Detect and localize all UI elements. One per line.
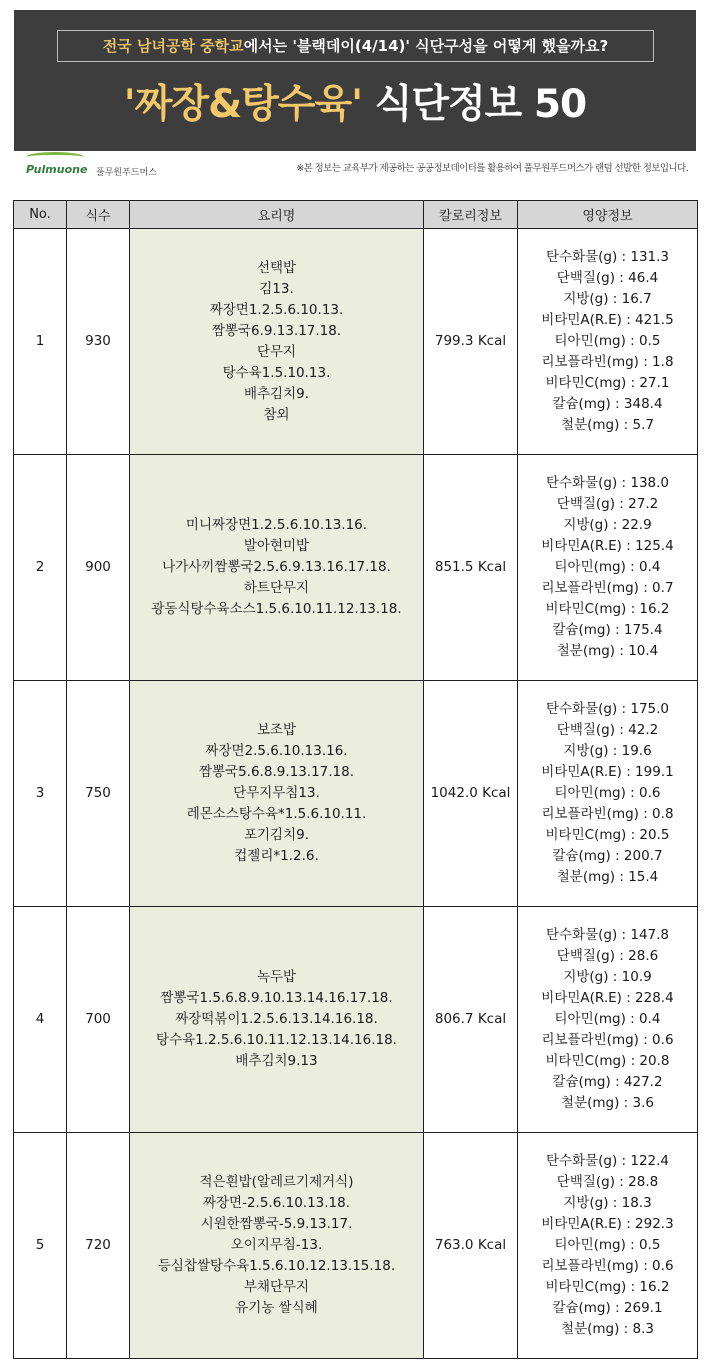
dish-item: 짜장면1.2.5.6.10.13. — [209, 301, 344, 318]
row-calories: 1042.0 Kcal — [424, 681, 518, 907]
table-row — [14, 229, 698, 455]
dish-item: 발아현미밥 — [243, 538, 310, 554]
table-header-row — [14, 201, 698, 229]
nutrition-item: 리보플라빈(mg) : 0.6 — [541, 1032, 674, 1048]
dish-item: 탕수육1.5.10.13. — [222, 364, 331, 381]
nutrition-item: 리보플라빈(mg) : 0.6 — [541, 1258, 674, 1274]
dish-item: 단무지무침13. — [233, 785, 320, 801]
row-dishes — [130, 1133, 424, 1359]
row-dishes — [130, 229, 424, 455]
nutrition-item: 칼슘(mg) : 175.4 — [552, 622, 663, 638]
nutrition-item: 티아민(mg) : 0.5 — [554, 1237, 661, 1253]
table-body — [14, 229, 698, 1359]
dish-item: 등심찹쌀탕수육1.5.6.10.12.13.15.18. — [157, 1258, 396, 1274]
pulmuone-logo: Pulmuone — [26, 163, 88, 176]
row-dishes — [130, 455, 424, 681]
row-nutrition — [518, 907, 698, 1133]
row-nutrition — [518, 681, 698, 907]
page-title — [14, 70, 696, 140]
nutrition-item: 철분(mg) : 8.3 — [561, 1321, 654, 1337]
dish-item: 단무지 — [256, 343, 297, 360]
nutrition-item: 탄수화물(g) : 147.8 — [545, 927, 670, 943]
title-highlight: '짜장&탕수육' — [123, 82, 363, 127]
row-servings: 900 — [67, 455, 130, 681]
source-notice: ※본 정보는 교육부가 제공하는 공공정보데이터를 활용하여 풀무원푸드머스가 랜덤 선발한 정보입니다. — [296, 163, 688, 174]
nutrition-item: 칼슘(mg) : 200.7 — [552, 848, 663, 864]
nutrition-item: 티아민(mg) : 0.4 — [554, 1011, 661, 1027]
dish-item: 하트단무지 — [243, 580, 310, 596]
table-row — [14, 1133, 698, 1359]
dish-item: 레몬소스탕수육*1.5.6.10.11. — [186, 806, 367, 822]
dish-item: 짜장면2.5.6.10.13.16. — [205, 743, 348, 759]
row-no: 1 — [14, 229, 67, 455]
row-no: 3 — [14, 681, 67, 907]
nutrition-item: 칼슘(mg) : 269.1 — [552, 1300, 663, 1316]
dish-item: 탕수육1.2.5.6.10.11.12.13.14.16.18. — [156, 1032, 397, 1048]
title-text: 식단정보 50 — [362, 82, 587, 127]
menu-table — [13, 200, 698, 1359]
row-calories: 799.3 Kcal — [424, 229, 518, 455]
dish-item: 나가사끼짬뽕국2.5.6.9.13.16.17.18. — [162, 559, 391, 575]
nutrition-item: 비타민A(R.E) : 228.4 — [541, 990, 674, 1006]
nutrition-item: 리보플라빈(mg) : 0.8 — [541, 806, 674, 822]
dish-item: 짜장떡볶이1.2.5.6.13.14.16.18. — [175, 1011, 378, 1027]
dish-item: 시원한짬뽕국-5.9.13.17. — [200, 1216, 353, 1232]
nutrition-item: 철분(mg) : 10.4 — [556, 643, 659, 659]
dish-item: 컵젤리*1.2.6. — [234, 848, 319, 864]
nutrition-item: 철분(mg) : 15.4 — [556, 869, 659, 885]
nutrition-item: 비타민A(R.E) : 421.5 — [541, 312, 674, 328]
nutrition-item: 탄수화물(g) : 131.3 — [545, 249, 670, 265]
dish-item: 참외 — [263, 406, 290, 423]
nutrition-item: 티아민(mg) : 0.4 — [554, 559, 661, 575]
row-servings: 750 — [67, 681, 130, 907]
dish-item: 김13. — [259, 280, 294, 297]
nutrition-item: 칼슘(mg) : 348.4 — [552, 396, 663, 412]
dish-item: 짬뽕국6.9.13.17.18. — [211, 322, 342, 339]
header-no: No. — [14, 201, 67, 229]
row-no: 4 — [14, 907, 67, 1133]
nutrition-item: 비타민C(mg) : 16.2 — [545, 601, 670, 617]
nutrition-item: 탄수화물(g) : 138.0 — [545, 475, 670, 491]
nutrition-item: 비타민A(R.E) : 199.1 — [541, 764, 674, 780]
nutrition-item: 비타민A(R.E) : 292.3 — [541, 1216, 674, 1232]
row-no: 5 — [14, 1133, 67, 1359]
dish-item: 오이지무침-13. — [230, 1237, 323, 1253]
row-dishes — [130, 681, 424, 907]
header-subtitle — [57, 30, 654, 62]
dish-item: 선택밥 — [256, 259, 297, 276]
nutrition-item: 지방(g) : 10.9 — [563, 969, 652, 985]
header-banner — [14, 10, 696, 151]
nutrition-item: 비타민C(mg) : 20.5 — [545, 827, 670, 843]
nutrition-item: 지방(g) : 16.7 — [563, 291, 652, 307]
dish-item: 보조밥 — [256, 722, 297, 738]
nutrition-item: 리보플라빈(mg) : 0.7 — [541, 580, 674, 596]
dish-item: 배추김치9.13 — [235, 1053, 318, 1069]
row-servings: 930 — [67, 229, 130, 455]
nutrition-item: 비타민A(R.E) : 125.4 — [541, 538, 674, 554]
nutrition-item: 티아민(mg) : 0.6 — [554, 785, 661, 801]
nutrition-item: 단백질(g) : 28.6 — [556, 948, 659, 964]
dish-item: 녹두밥 — [256, 969, 297, 985]
nutrition-item: 비타민C(mg) : 20.8 — [545, 1053, 670, 1069]
row-servings: 720 — [67, 1133, 130, 1359]
dish-item: 배추김치9. — [243, 385, 310, 402]
table-row — [14, 907, 698, 1133]
dish-item: 짜장면-2.5.6.10.13.18. — [202, 1195, 351, 1211]
nutrition-item: 탄수화물(g) : 122.4 — [545, 1153, 670, 1169]
row-calories: 851.5 Kcal — [424, 455, 518, 681]
nutrition-item: 비타민C(mg) : 27.1 — [545, 375, 670, 391]
header-nutrition: 영양정보 — [518, 201, 698, 229]
nutrition-item: 단백질(g) : 46.4 — [556, 270, 659, 286]
nutrition-item: 비타민C(mg) : 16.2 — [545, 1279, 670, 1295]
table-row — [14, 681, 698, 907]
subtitle-text: 에서는 '블랙데이(4/14)' 식단구성을 어떻게 했을까요? — [243, 37, 609, 55]
row-nutrition — [518, 229, 698, 455]
row-nutrition — [518, 1133, 698, 1359]
dish-item: 포기김치9. — [243, 827, 310, 843]
dish-item: 적은흰밥(알레르기제거식) — [199, 1174, 354, 1190]
row-dishes — [130, 907, 424, 1133]
subtitle-highlight: 전국 남녀공학 중학교 — [102, 37, 244, 55]
row-servings: 700 — [67, 907, 130, 1133]
dish-item: 미니짜장면1.2.5.6.10.13.16. — [185, 517, 368, 533]
dish-item: 광동식탕수육소스1.5.6.10.11.12.13.18. — [151, 601, 402, 617]
dish-item: 짬뽕국1.5.6.8.9.10.13.14.16.17.18. — [160, 990, 393, 1006]
nutrition-item: 철분(mg) : 3.6 — [561, 1095, 654, 1111]
logo-swoosh-icon — [26, 152, 84, 162]
header-calories: 칼로리정보 — [424, 201, 518, 229]
dish-item: 유기농 쌀식혜 — [235, 1300, 318, 1316]
header-servings: 식수 — [67, 201, 130, 229]
row-calories: 806.7 Kcal — [424, 907, 518, 1133]
nutrition-item: 단백질(g) : 27.2 — [556, 496, 659, 512]
nutrition-item: 단백질(g) : 28.8 — [556, 1174, 659, 1190]
nutrition-item: 칼슘(mg) : 427.2 — [552, 1074, 663, 1090]
nutrition-item: 티아민(mg) : 0.5 — [554, 333, 661, 349]
row-no: 2 — [14, 455, 67, 681]
nutrition-item: 철분(mg) : 5.7 — [561, 417, 654, 433]
nutrition-item: 단백질(g) : 42.2 — [556, 722, 659, 738]
nutrition-item: 지방(g) : 18.3 — [563, 1195, 652, 1211]
company-name: 풀무원푸드머스 — [96, 168, 157, 178]
table-row — [14, 455, 698, 681]
row-calories: 763.0 Kcal — [424, 1133, 518, 1359]
dish-item: 부채단무지 — [243, 1279, 310, 1295]
nutrition-item: 탄수화물(g) : 175.0 — [545, 701, 670, 717]
header-dishes: 요리명 — [130, 201, 424, 229]
dish-item: 짬뽕국5.6.8.9.13.17.18. — [198, 764, 355, 780]
row-nutrition — [518, 455, 698, 681]
nutrition-item: 리보플라빈(mg) : 1.8 — [541, 354, 674, 370]
nutrition-item: 지방(g) : 22.9 — [563, 517, 652, 533]
nutrition-item: 지방(g) : 19.6 — [563, 743, 652, 759]
